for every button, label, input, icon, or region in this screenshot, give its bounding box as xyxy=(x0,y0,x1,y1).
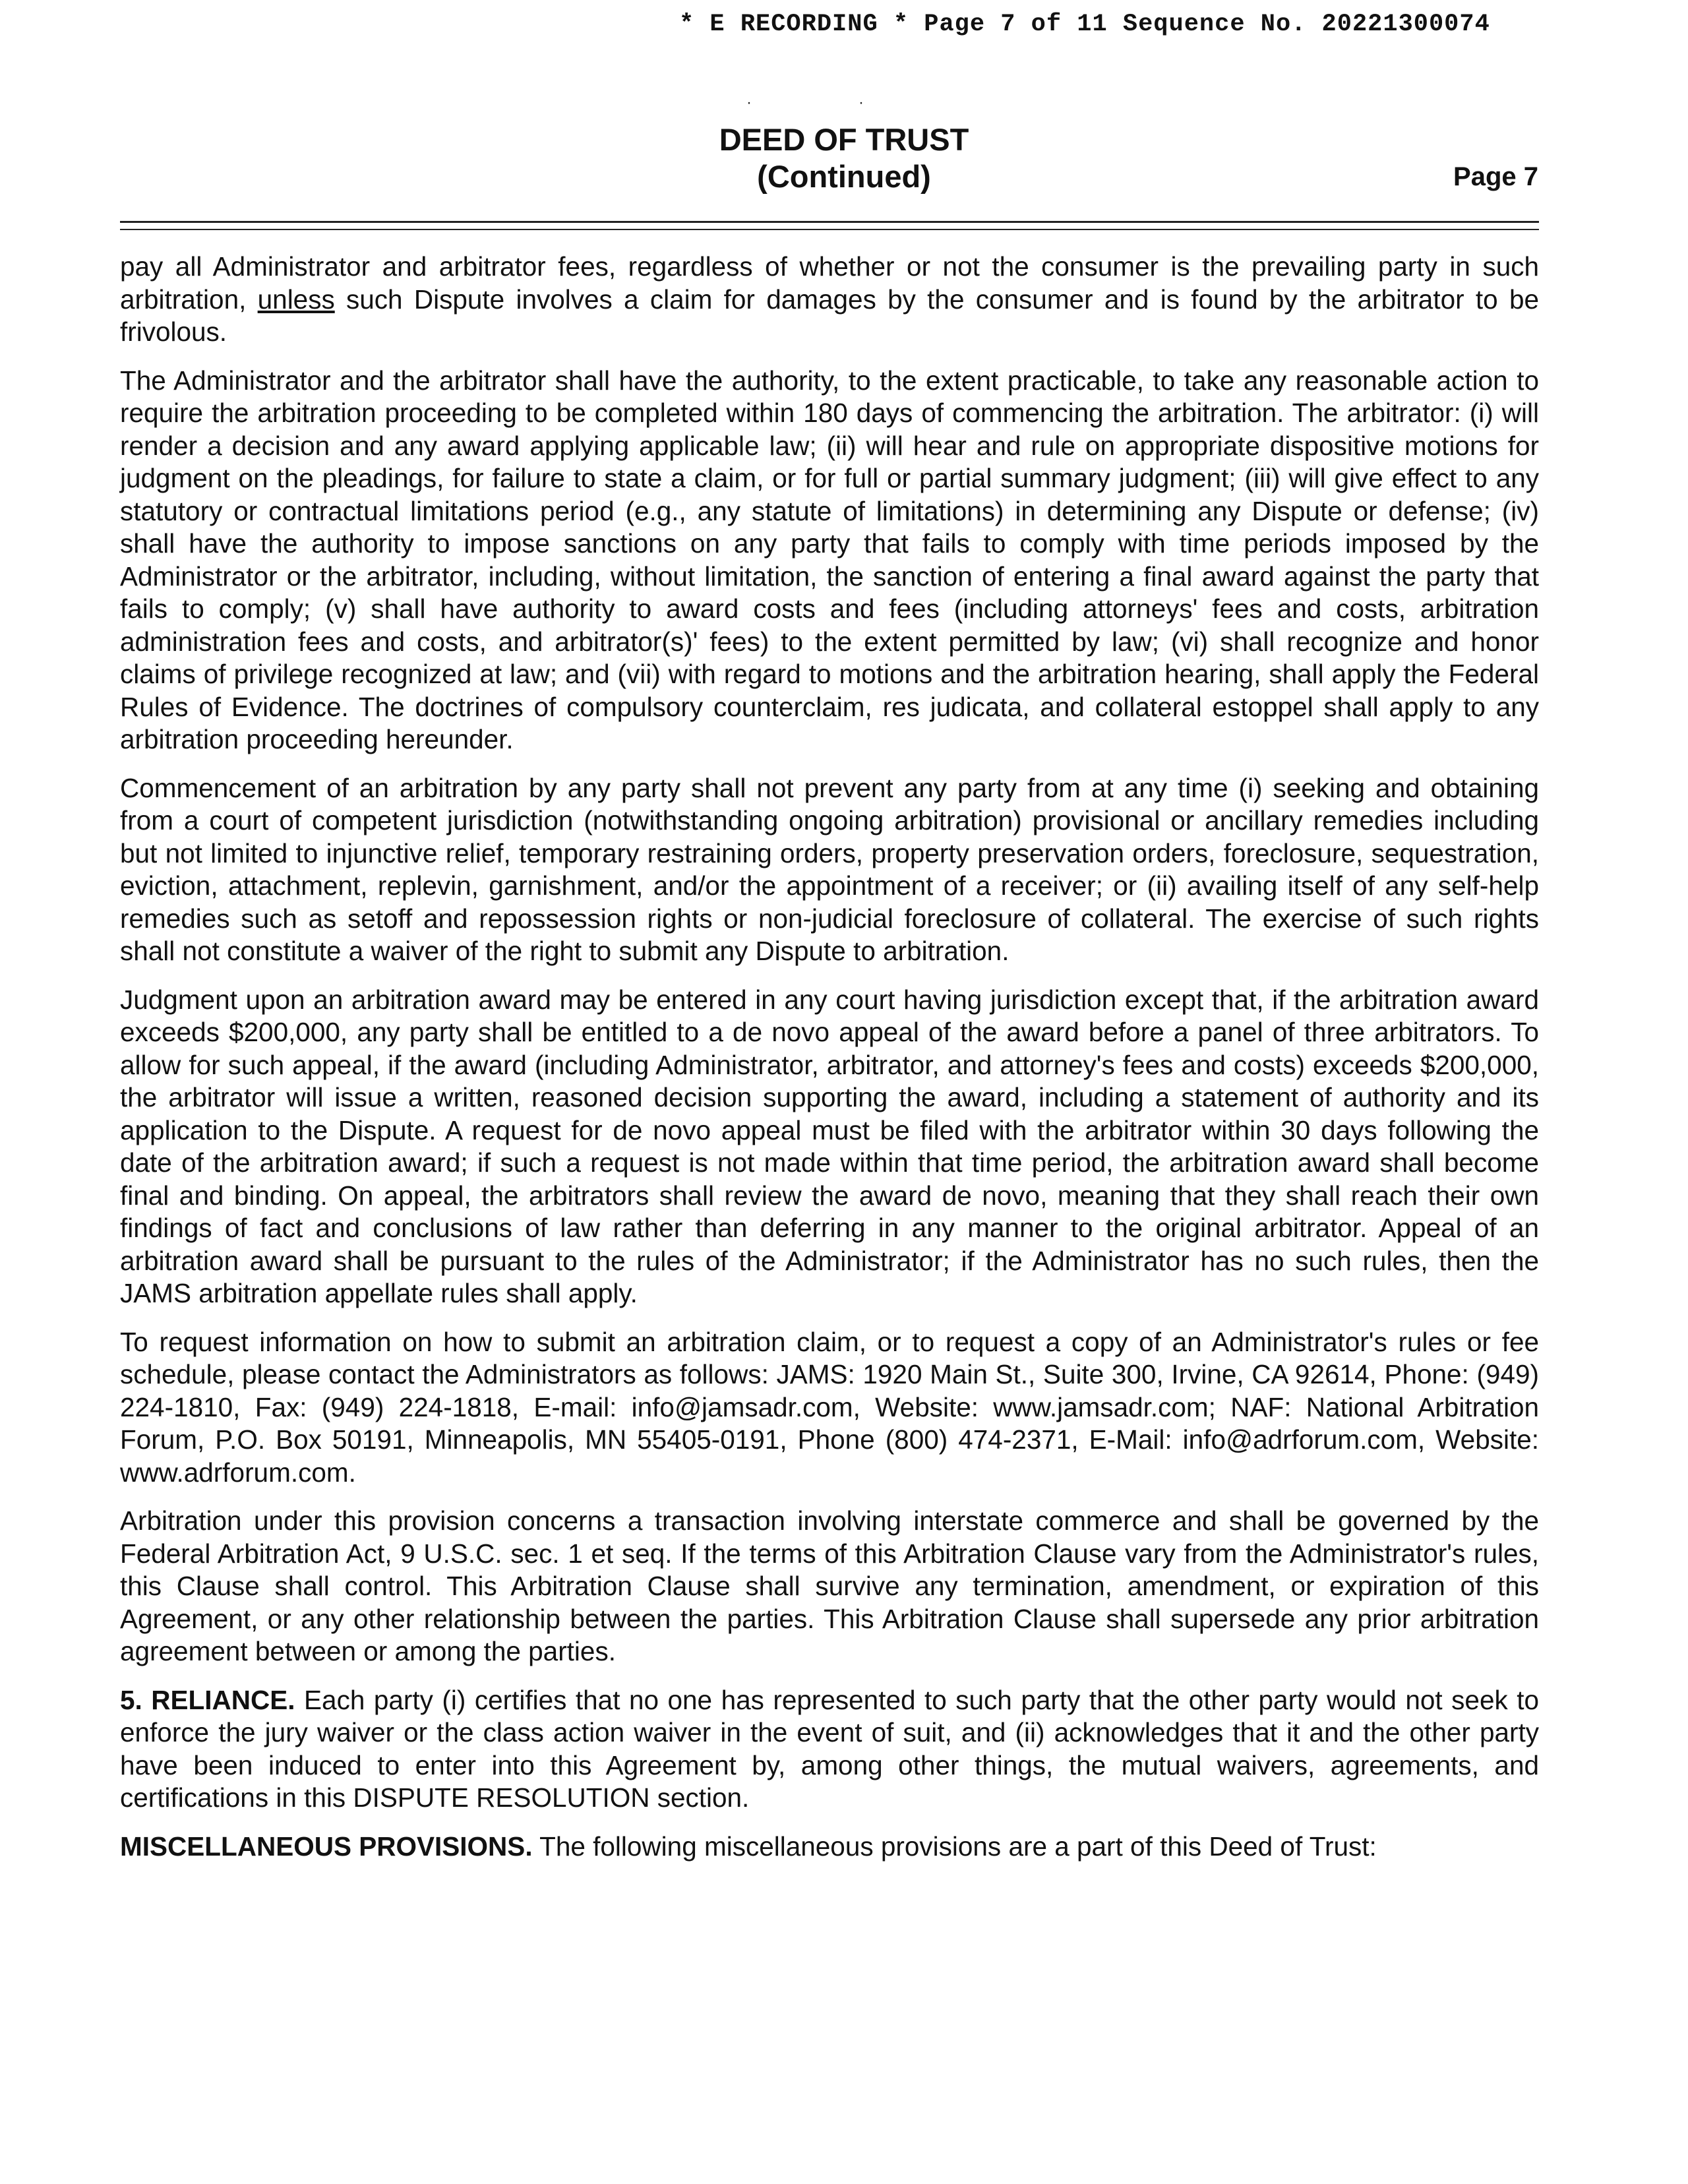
paragraph-text: Each party (i) certifies that no one has represented to such party that the other party would not seek to enforce the jury waiver or the class action waiver in the event of suit, and (ii) acknowledges that it and the other party have been induced to enter into this Agreement by, among other things, the mutual waivers, agreements, and certifications in this DISPUTE RESOLUTION section. xyxy=(120,1684,1539,1813)
paragraph-miscellaneous xyxy=(120,1831,1539,1864)
paragraph-commencement: Commencement of an arbitration by any party shall not prevent any party from at any time (i) seeking and obtaining from a court of competent jurisdiction (notwithstanding ongoing arbitration) provisional or ancillary remedies including but not limited to injunctive relief, temporary restraining orders, property preservation orders, foreclosure, sequestration, eviction, attachment, replevin, garnishment, and/or the appointment of a receiver; or (ii) availing itself of any self-help remedies such as setoff and repossession rights or non-judicial foreclosure of collateral. The exercise of such rights shall not constitute a waiver of the right to submit any Dispute to arbitration. xyxy=(120,772,1539,966)
paragraph-fees xyxy=(120,251,1539,349)
paragraph-text: The following miscellaneous provisions are a part of this Deed of Trust: xyxy=(532,1831,1377,1862)
scan-speck: · xyxy=(746,94,752,111)
paragraph-reliance xyxy=(120,1684,1539,1815)
document-title: DEED OF TRUST xyxy=(719,122,969,157)
underlined-word: unless xyxy=(257,284,335,315)
header-rule-bottom xyxy=(120,229,1539,230)
header-rule-top xyxy=(120,221,1539,223)
section-heading: MISCELLANEOUS PROVISIONS. xyxy=(120,1831,533,1862)
document-subtitle: (Continued) xyxy=(757,159,931,194)
section-heading: 5. RELIANCE. xyxy=(120,1684,295,1715)
paragraph-contact-info: To request information on how to submit an arbitration claim, or to request a copy of an Administrator's rules or fee schedule, please contact the Administrators as follows: JAMS: 1920 Main St., Suite 300, Irvine, CA 92614, Phone: (949) 224-1810, Fax: (949) 224-1818, E-mail: info@jamsadr.com, Website: www.jamsadr.com; NAF: National Arbitration Forum, P.O. Box 50191, Minneapolis, MN 55405-0191, Phone (800) 474-2371, E-Mail: info@adrforum.com, Website: www.adrforum.com. xyxy=(120,1326,1539,1488)
paragraph-judgment-appeal: Judgment upon an arbitration award may be entered in any court having jurisdiction except that, if the arbitration award exceeds $200,000, any party shall be entitled to a de novo appeal of the award before a panel of three arbitrators. To allow for such appeal, if the award (including Administrator, arbitrator, and attorney's fees and costs) exceeds $200,000, the arbitrator will issue a written, reasoned decision supporting the award, including a statement of authority and its application to the Dispute. A request for de novo appeal must be filed with the arbitrator within 30 days following the date of the arbitration award; if such a request is not made within that time period, the arbitration award shall become final and binding. On appeal, the arbitrators shall review the award de novo, meaning that they shall reach their own findings of fact and conclusions of law rather than deferring in any manner to the original arbitrator. Appeal of an arbitration award shall be pursuant to the rules of the Administrator; if the Administrator has no such rules, then the JAMS arbitration appellate rules shall apply. xyxy=(120,984,1539,1308)
document-body xyxy=(120,251,1539,1879)
paragraph-text: pay all Administrator and arbitrator fees, regardless of whether or not the consumer is the prevailing party in such arbitration, xyxy=(120,251,1539,315)
paragraph-interstate-commerce: Arbitration under this provision concerns a transaction involving interstate commerce and shall be governed by the Federal Arbitration Act, 9 U.S.C. sec. 1 et seq. If the terms of this Arbitration Clause vary from the Administrator's rules, this Clause shall control. This Arbitration Clause shall survive any termination, amendment, or expiration of this Agreement, or any other relationship between the parties. This Arbitration Clause shall supersede any prior arbitration agreement between or among the parties. xyxy=(120,1505,1539,1666)
paragraph-arbitrator-authority: The Administrator and the arbitrator shall have the authority, to the extent practicable, to take any reasonable action to require the arbitration proceeding to be completed within 180 days of commencing the arbitration. The arbitrator: (i) will render a decision and any award applying applicable law; (ii) will hear and rule on appropriate dispositive motions for judgment on the pleadings, for failure to state a claim, or for full or partial summary judgment; (iii) will give effect to any statutory or contractual limitations period (e.g., any statute of limitations) in determining any Dispute or defense; (iv) shall have the authority to impose sanctions on any party that fails to comply with time periods imposed by the Administrator or the arbitrator, including, without limitation, the sanction of entering a final award against the party that fails to comply; (v) shall have authority to award costs and fees (including attorneys' fees and costs, arbitration administration fees and costs, and arbitrator(s)' fees) to the extent permitted by law; (vi) shall recognize and honor claims of privilege recognized at law; and (vii) with regard to motions and the arbitration hearing, shall apply the Federal Rules of Evidence. The doctrines of compulsory counterclaim, res judicata, and collateral estoppel shall apply to any arbitration proceeding hereunder. xyxy=(120,365,1539,754)
paragraph-text: such Dispute involves a claim for damages by the consumer and is found by the arbitrator to be frivolous. xyxy=(120,284,1539,347)
scan-speck: · xyxy=(859,94,864,111)
page-number: Page 7 xyxy=(1453,162,1538,191)
recording-stamp: * E RECORDING * Page 7 of 11 Sequence No. 20221300074 xyxy=(679,11,1490,38)
